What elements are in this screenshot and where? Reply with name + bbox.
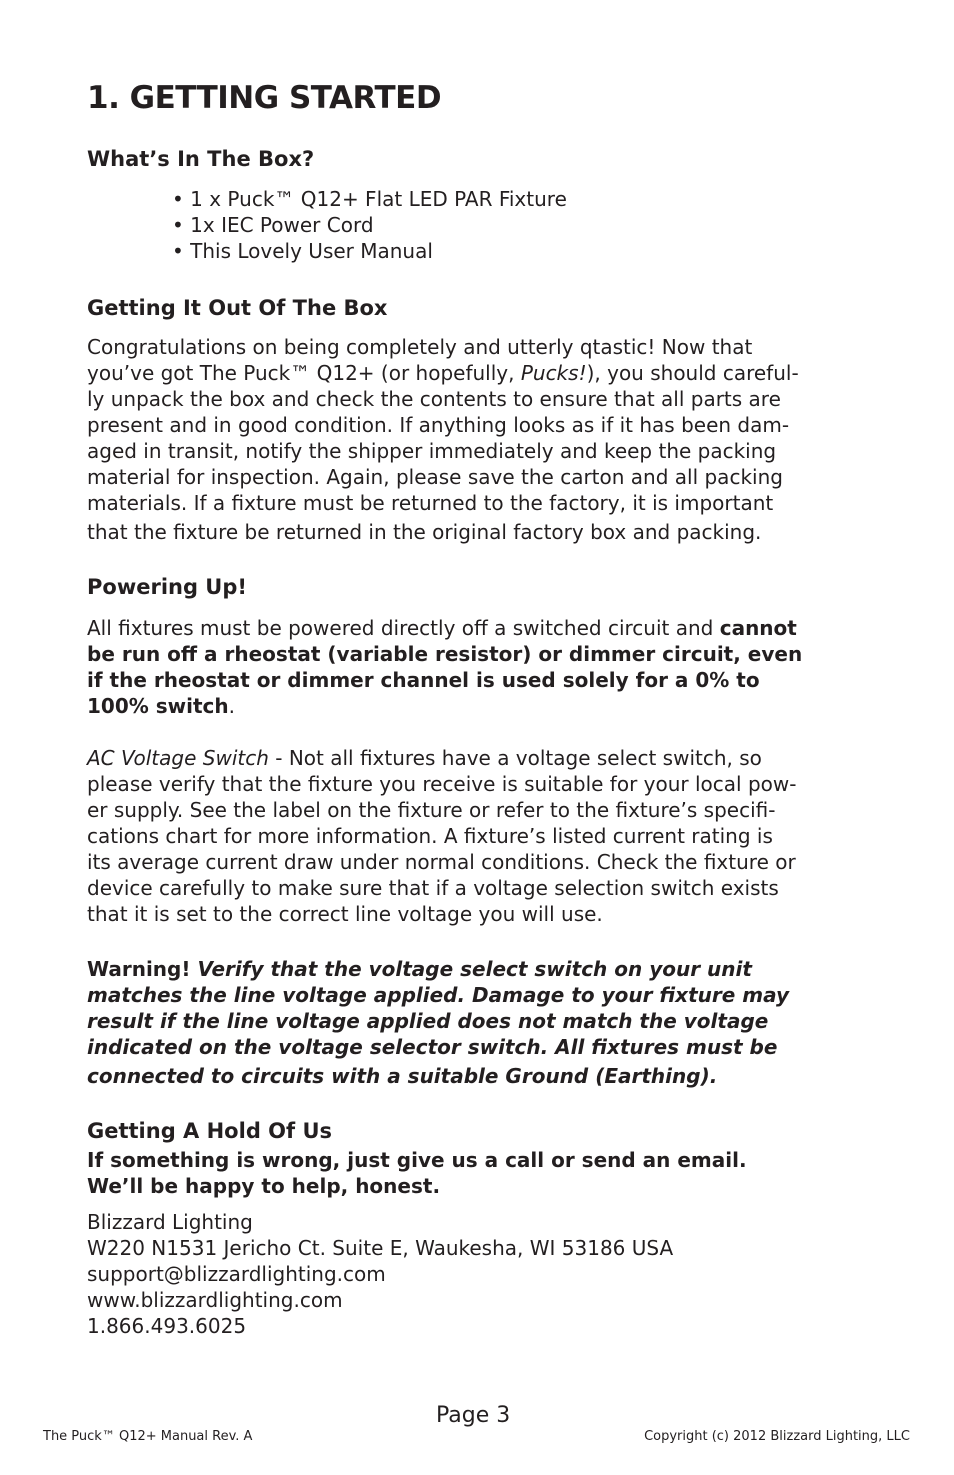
text-line: if the rheostat or dimmer channel is used solely for a 0% to [87, 668, 760, 692]
section-heading-box: What’s In The Box? [87, 147, 315, 171]
text-line: aged in transit, notify the shipper immediately and keep the packing [87, 439, 777, 463]
text-line: indicated on the voltage selector switch. All fixtures must be [87, 1035, 778, 1059]
text-line: AC Voltage Switch - Not all fixtures have a voltage select switch, so [87, 746, 762, 770]
phone-number: 1.866.493.6025 [87, 1314, 247, 1338]
box-contents-list [172, 186, 567, 264]
footer-manual-title: The Puck™ Q12+ Manual Rev. A [43, 1429, 253, 1444]
text-line: We’ll be happy to help, honest. [87, 1174, 441, 1198]
text-line: result if the line voltage applied does not match the voltage [87, 1009, 769, 1033]
text-line: cations chart for more information. A fixture’s listed current rating is [87, 824, 773, 848]
section-heading-power: Powering Up! [87, 575, 247, 599]
text-line: material for inspection. Again, please save the carton and all packing [87, 465, 783, 489]
warning-label: Warning! [87, 957, 198, 981]
text-line: 100% switch. [87, 694, 235, 718]
warning-paragraph [87, 956, 877, 1089]
text-line: Warning! Verify that the voltage select switch on your unit [87, 957, 752, 981]
text-line: be run off a rheostat (variable resistor) or dimmer circuit, even [87, 642, 803, 666]
text-line: If something is wrong, just give us a call or send an email. [87, 1148, 747, 1172]
section-heading-unbox: Getting It Out Of The Box [87, 296, 388, 320]
list-item: • 1 x Puck™ Q12+ Flat LED PAR Fixture [172, 186, 567, 212]
text-line: you’ve got The Puck™ Q12+ (or hopefully, Pucks!), you should careful- [87, 361, 799, 385]
list-item: • 1x IEC Power Cord [172, 212, 567, 238]
text-line: that the fixture be returned in the original factory box and packing. [87, 520, 762, 544]
contact-details [87, 1209, 877, 1339]
ac-voltage-paragraph [87, 745, 877, 927]
website-link[interactable]: www.blizzardlighting.com [87, 1288, 343, 1312]
emphasis-text: AC Voltage Switch [87, 746, 269, 770]
unbox-paragraph [87, 334, 877, 545]
text-line: connected to circuits with a suitable Ground (Earthing). [87, 1064, 718, 1088]
text-line: materials. If a fixture must be returned to the factory, it is important [87, 491, 774, 515]
list-item: • This Lovely User Manual [172, 238, 567, 264]
company-name: Blizzard Lighting [87, 1210, 253, 1234]
text-line: that it is set to the correct line voltage you will use. [87, 902, 603, 926]
text-line: er supply. See the label on the fixture or refer to the fixture’s specifi- [87, 798, 776, 822]
emphasis-text: Pucks! [520, 361, 587, 385]
power-paragraph [87, 615, 877, 719]
support-email-link[interactable]: support@blizzardlighting.com [87, 1262, 386, 1286]
text-line: please verify that the fixture you receive is suitable for your local pow- [87, 772, 797, 796]
text-line: All fixtures must be powered directly off a switched circuit and cannot [87, 616, 797, 640]
text-line: device carefully to make sure that if a voltage selection switch exists [87, 876, 779, 900]
text-line: ly unpack the box and check the contents to ensure that all parts are [87, 387, 781, 411]
page-number: Page 3 [436, 1403, 511, 1428]
contact-subheading [87, 1147, 877, 1199]
text-line: its average current draw under normal conditions. Check the fixture or [87, 850, 796, 874]
text-line: present and in good condition. If anything looks as if it has been dam- [87, 413, 790, 437]
company-address: W220 N1531 Jericho Ct. Suite E, Waukesha, WI 53186 USA [87, 1236, 674, 1260]
page-title: 1. GETTING STARTED [87, 80, 442, 116]
section-heading-contact: Getting A Hold Of Us [87, 1119, 333, 1143]
footer-copyright: Copyright (c) 2012 Blizzard Lighting, LLC [644, 1429, 910, 1444]
text-line: matches the line voltage applied. Damage to your fixture may [87, 983, 790, 1007]
text-line: Congratulations on being completely and utterly qtastic! Now that [87, 335, 753, 359]
